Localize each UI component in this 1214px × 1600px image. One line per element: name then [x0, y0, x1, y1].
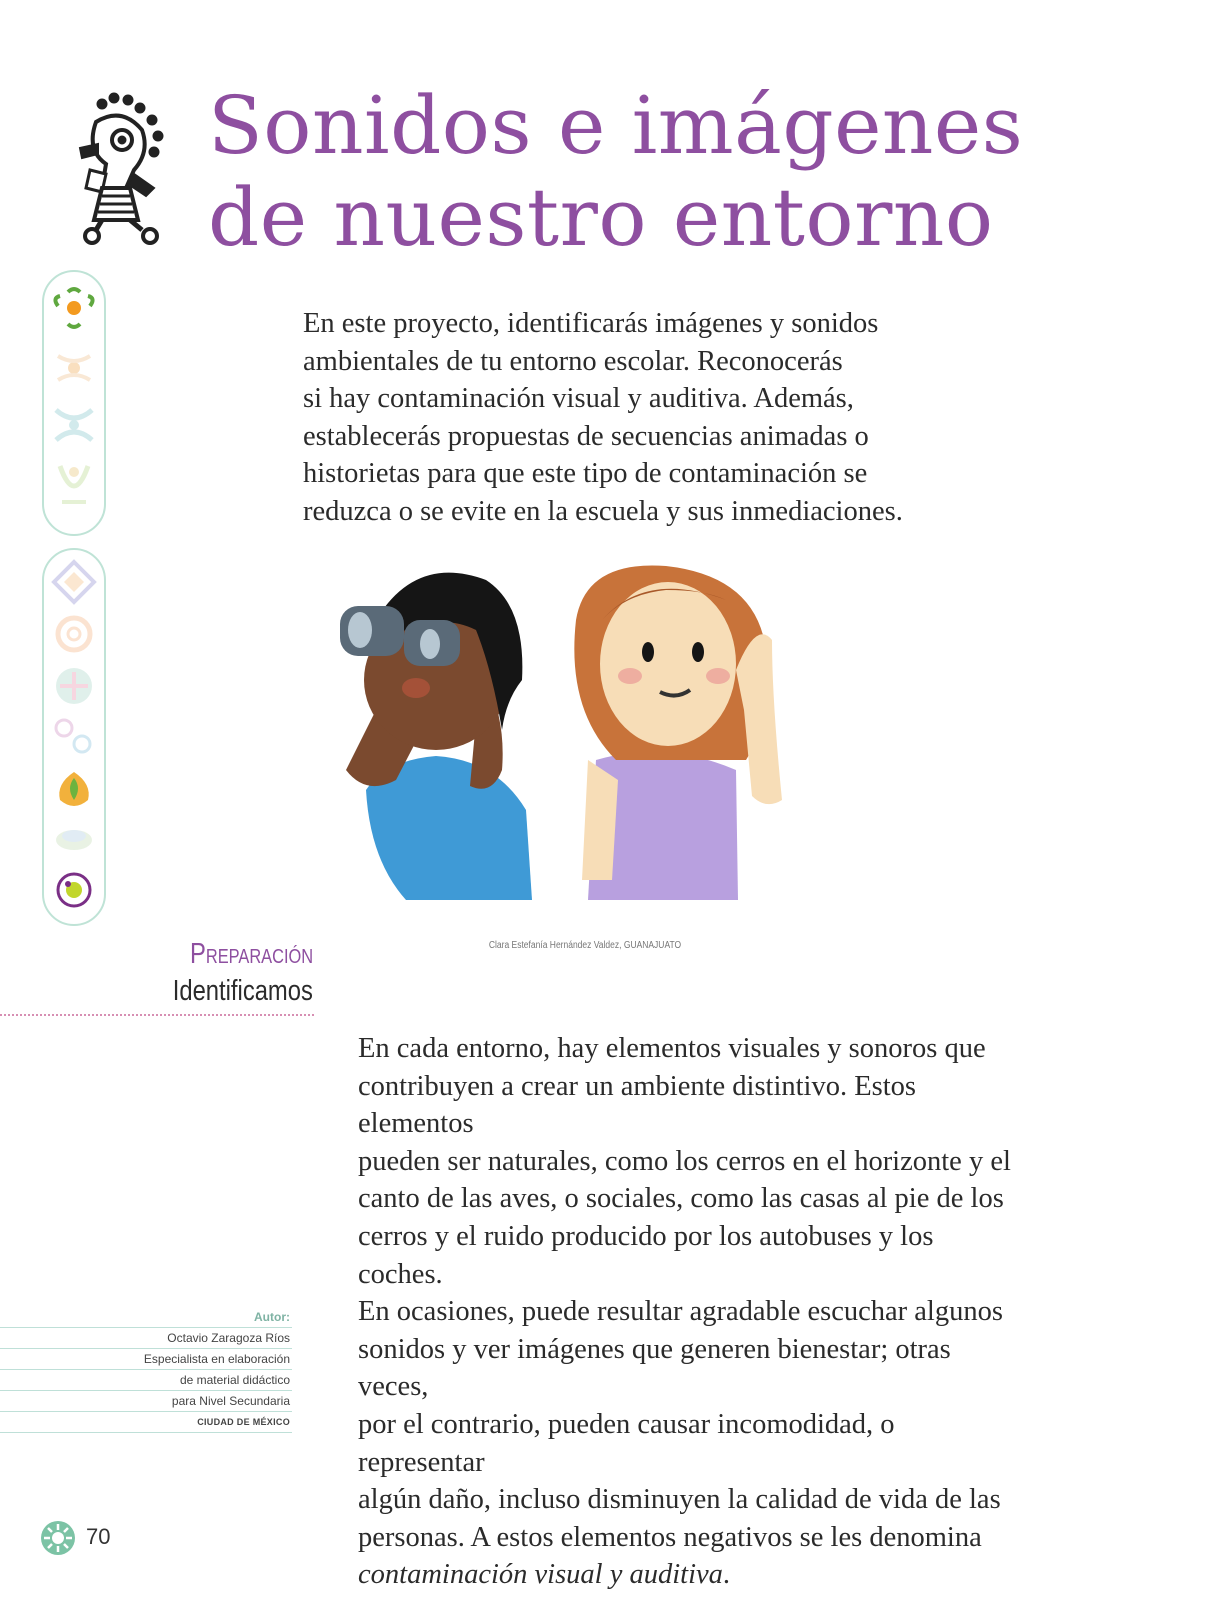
lenguajes-icon [55, 289, 92, 327]
title-line-1: Sonidos e imágenes [208, 79, 1024, 172]
body-line: contribuyen a crear un ambiente distintivo. Estos elementos [358, 1070, 916, 1140]
intro-line: establecerás propuestas de secuencias animadas o [303, 420, 869, 452]
body-line: En ocasiones, puede resultar agradable escuchar algunos [358, 1296, 1003, 1328]
author-name: Octavio Zaragoza Ríos [0, 1328, 292, 1349]
author-role: Especialista en elaboración [0, 1349, 292, 1370]
intro-line: si hay contaminación visual y auditiva. Además, [303, 383, 854, 415]
page-title [208, 80, 1168, 264]
body-paragraph [358, 1030, 1018, 1594]
intro-line: reduzca o se evite en la escuela y sus inmediaciones. [303, 495, 903, 527]
sidebar-axis-icons [46, 556, 102, 916]
boy-with-binoculars [340, 573, 532, 900]
intro-line: ambientales de tu entorno escolar. Reconocerás [303, 345, 843, 377]
body-line: canto de las aves, o sociales, como las casas al pie de los [358, 1183, 1004, 1215]
author-role: para Nivel Secundaria [0, 1391, 292, 1412]
author-block [0, 1307, 292, 1433]
intro-line: historietas para que este tipo de contaminación se [303, 458, 868, 490]
body-line: por el contrario, pueden causar incomodidad, o representar [358, 1408, 895, 1478]
title-line-2: de nuestro entorno [208, 171, 994, 264]
body-line: cerros y el ruido producido por los autobuses y los coches. [358, 1220, 934, 1290]
section-subtitle: Identificamos [172, 975, 313, 1007]
aztec-glyph-icon [72, 92, 172, 252]
girl-listening [574, 565, 782, 900]
body-line: pueden ser naturales, como los cerros en el horizonte y el [358, 1145, 1011, 1177]
saberes-icon [58, 356, 90, 380]
page-badge-icon [40, 1520, 76, 1556]
artes-icon [58, 874, 90, 906]
body-line-last [358, 1556, 1018, 1594]
etica-icon [56, 410, 92, 440]
author-label: Autor: [0, 1307, 292, 1328]
body-line: En cada entorno, hay elementos visuales y sonoros que [358, 1033, 986, 1064]
section-divider [0, 1014, 314, 1016]
sidebar-field-icons [46, 280, 102, 520]
author-place: CIUDAD DE MÉXICO [0, 1412, 292, 1433]
intro-line: En este proyecto, identificarás imágenes y sonidos [303, 308, 879, 339]
vida-saludable-icon [59, 772, 88, 806]
body-line: personas. A estos elementos negativos se les denomina [358, 1521, 982, 1553]
humano-icon [60, 466, 88, 502]
intro-paragraph [303, 305, 943, 531]
children-illustration [326, 560, 806, 920]
page-number: 70 [86, 1524, 111, 1549]
body-line: sonidos y ver imágenes que generen bienestar; otras veces, [358, 1333, 951, 1403]
author-role: de material didáctico [0, 1370, 292, 1391]
body-end: . [722, 1559, 731, 1591]
body-line: algún daño, incluso disminuyen la calidad de vida de las [358, 1484, 1001, 1516]
section-label: Preparación [189, 938, 313, 970]
illustration-caption: Clara Estefanía Hernández Valdez, GUANAJUATO [488, 940, 682, 951]
body-emphasis: contaminación visual y auditiva [358, 1559, 723, 1591]
